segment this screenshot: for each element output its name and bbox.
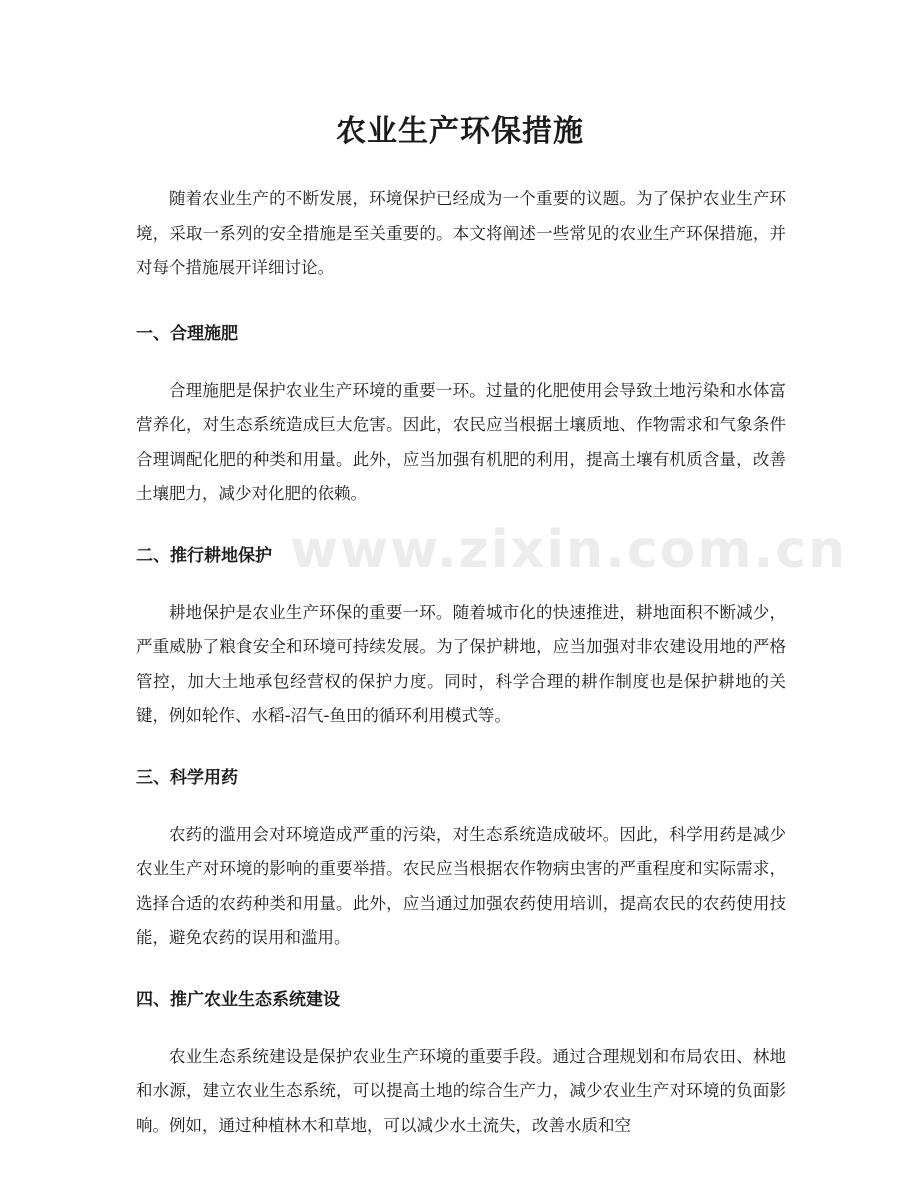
section-heading-2: 二、推行耕地保护 xyxy=(136,545,272,566)
intro-paragraph: 随着农业生产的不断发展，环境保护已经成为一个重要的议题。为了保护农业生产环境，采取一系列的安全措施是至关重要的。本文将阐述一些常见的农业生产环保措施，并对每个措施展开详细讨论。 xyxy=(136,189,786,277)
section-heading-4: 四、推广农业生态系统建设 xyxy=(136,989,340,1010)
section-body-4: 农业生态系统建设是保护农业生产环境的重要手段。通过合理规划和布局农田、林地和水源，建立农业生态系统，可以提高土地的综合生产力，减少农业生产对环境的负面影响。例如，通过种植林木和草地，可以减少水土流失，改善水质和空 xyxy=(136,1046,786,1135)
section-body-1: 合理施肥是保护农业生产环境的重要一环。过量的化肥使用会导致土地污染和水体富营养化，对生态系统造成巨大危害。因此，农民应当根据土壤质地、作物需求和气象条件合理调配化肥的种类和用量。此外，应当加强有机肥的利用，提高土壤有机质含量，改善土壤肥力，减少对化肥的依赖。 xyxy=(136,380,786,503)
document-body xyxy=(136,182,848,1143)
section-body-2: 耕地保护是农业生产环保的重要一环。随着城市化的快速推进，耕地面积不断减少，严重威胁了粮食安全和环境可持续发展。为了保护耕地，应当加强对非农建设用地的严格管控，加大土地承包经营权的保护力度。同时，科学合理的耕作制度也是保护耕地的关键，例如轮作、水稻-沼气-鱼田的循环利用模式等。 xyxy=(136,602,786,725)
section-body-3: 农药的滥用会对环境造成严重的污染，对生态系统造成破坏。因此，科学用药是减少农业生产对环境的影响的重要举措。农民应当根据农作物病虫害的严重程度和实际需求，选择合适的农药种类和用量。此外，应当通过加强农药使用培训，提高农民的农药使用技能，避免农药的误用和滥用。 xyxy=(136,824,786,947)
watermark: www.zixin.com.cn xyxy=(290,520,848,580)
document-title: 农业生产环保措施 xyxy=(336,114,584,149)
section-heading-3: 三、科学用药 xyxy=(136,767,238,788)
section-heading-1: 一、合理施肥 xyxy=(136,323,238,344)
